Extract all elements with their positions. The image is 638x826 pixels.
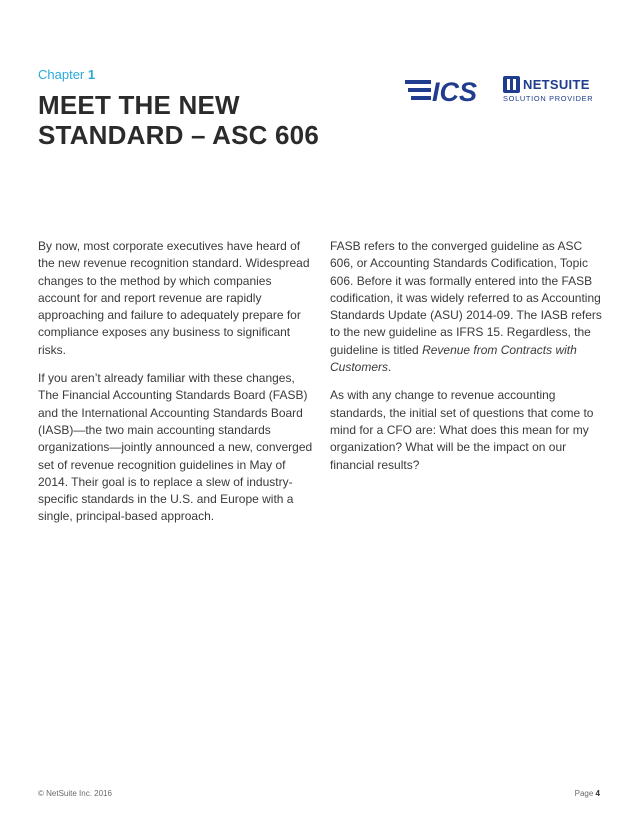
ics-logo-text: ICS (432, 77, 478, 104)
right-paragraph-2: As with any change to revenue accounting standards, the initial set of questions that come to mind for a CFO are: What does this mean for my organization? What will be the impact on our financial results? (330, 388, 594, 472)
right-paragraph-1-end: . (388, 360, 392, 375)
page-word: Page (574, 789, 594, 798)
footer-page (575, 789, 600, 798)
title-line-1: MEET THE NEW (38, 90, 240, 120)
left-paragraph-1: By now, most corporate executives have heard of the new revenue recognition standard. Widespread changes to the method by which companies account for and report revenue are rapidly approaching and failure to adequately prepare for compliance exposes any business to significant risks. (38, 239, 310, 357)
netsuite-subtitle: SOLUTION PROVIDER (503, 94, 594, 103)
left-column (38, 238, 313, 537)
page-title (38, 90, 319, 150)
netsuite-name: NETSUITE (523, 77, 590, 92)
right-paragraph-1-text: FASB refers to the converged guideline as ASC 606, or Accounting Standards Codification, Topic 606. Before it was formally entered into the FASB codification, it was widely referred to as Accounting Standards Update (ASU) 2014-09. The IASB refers to the new guideline as IFRS 15. Regardless, the guideline is titled (330, 239, 602, 357)
guideline-title: Revenue from Contracts with Customers (330, 342, 577, 375)
page-number: 4 (595, 789, 600, 798)
title-line-2: STANDARD – ASC 606 (38, 120, 319, 150)
right-paragraph-1 (330, 238, 605, 376)
chapter-label (38, 67, 95, 82)
chapter-number: 1 (87, 67, 96, 82)
chapter-word: Chapter (38, 67, 85, 82)
left-paragraph-2: If you aren’t already familiar with these changes, The Financial Accounting Standards Board (FASB) and the International Accounting Standards Board (IASB)—the two main accounting standards organizations—jointly announced a new, converged set of revenue recognition guidelines in May of 2014. Their goal is to replace a slew of industry-specific standards in the U.S. and Europe with a single, principal-based approach. (38, 371, 313, 524)
netsuite-n-icon (503, 76, 520, 93)
footer-copyright: © NetSuite Inc. 2016 (38, 789, 112, 798)
netsuite-logo (503, 76, 595, 104)
right-column (330, 238, 605, 485)
ics-logo (405, 76, 497, 104)
